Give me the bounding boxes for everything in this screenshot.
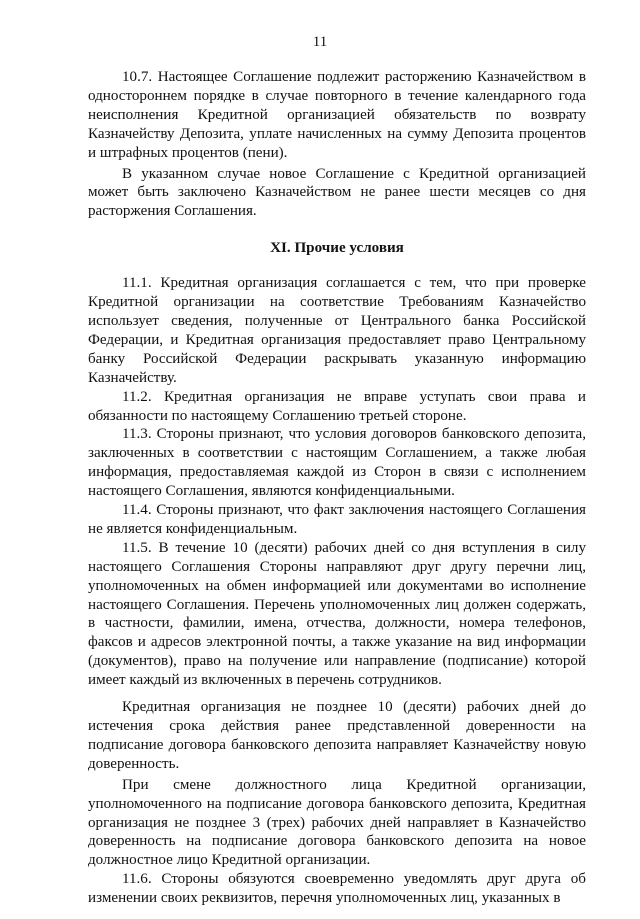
paragraph-10-7: 10.7. Настоящее Соглашение подлежит расторжению Казначейством в одностороннем порядке в случае повторного в течение календарного года неисполнения Кредитной организацией обязательств по возврату Казначейству Депозита, уплате начисленных на сумму Депозита процентов и штрафных процентов (пени). — [88, 69, 586, 161]
section-heading: XI. Прочие условия — [270, 240, 404, 257]
paragraph-11-6: 11.6. Стороны обязуются своевременно уведомлять друг друга об изменении своих реквизитов, перечня уполномоченных лиц, указанных в — [88, 871, 586, 907]
document-body — [88, 68, 586, 908]
page-number: 11 — [312, 34, 328, 50]
paragraph-11-5: 11.5. В течение 10 (десяти) рабочих дней со дня вступления в силу настоящего Соглашения Стороны направляют друг другу перечни лиц, уполномоченных на обмен информацией или документами во исполнение настоящего Соглашения. Перечень уполномоченных лиц должен содержать, в частности, фамилии, имена, отчества, должности, номера телефонов, факсов и адресов электронной почты, а также указание на вид информации (документов), право на получение или направление (подписание) которой имеет каждый из включенных в перечень сотрудников. — [88, 539, 586, 689]
paragraph-11-3: 11.3. Стороны признают, что условия договоров банковского депозита, заключенных в соответствии с настоящим Соглашением, а также любая информация, предоставляемая каждой из Сторон в связи с исполнением настоящего Соглашения, являются конфиденциальными. — [88, 426, 586, 500]
paragraph-11-1: 11.1. Кредитная организация соглашается с тем, что при проверке Кредитной организации на соответствие Требованиям Казначейство использует сведения, полученные от Центрального банка Российской Федерации, и Кредитная организация предоставляет право Центральному банку Российской Федерации раскрывать указанную информацию Казначейству. — [88, 275, 586, 386]
paragraph-power-of-attorney: Кредитная организация не позднее 10 (десяти) рабочих дней до истечения срока действия ранее представленной доверенности на подписание договора банковского депозита направляет Казначейству новую доверенность. — [88, 699, 586, 772]
paragraph-11-4: 11.4. Стороны признают, что факт заключения настоящего Соглашения не является конфиденциальным. — [88, 502, 586, 537]
paragraph-new-agreement: В указанном случае новое Соглашение с Кредитной организацией может быть заключено Казначейством не ранее шести месяцев со дня расторжения Соглашения. — [88, 165, 586, 220]
paragraph-11-2: 11.2. Кредитная организация не вправе уступать свои права и обязанности по настоящему Соглашению третьей стороне. — [88, 388, 586, 424]
paragraph-official-change: При смене должностного лица Кредитной организации, уполномоченного на подписание договора банковского депозита, Кредитная организация не позднее 3 (трех) рабочих дней направляет в Казначейство доверенность на подписание договора банковского депозита на новое должностное лицо Кредитной организации. — [88, 776, 586, 869]
